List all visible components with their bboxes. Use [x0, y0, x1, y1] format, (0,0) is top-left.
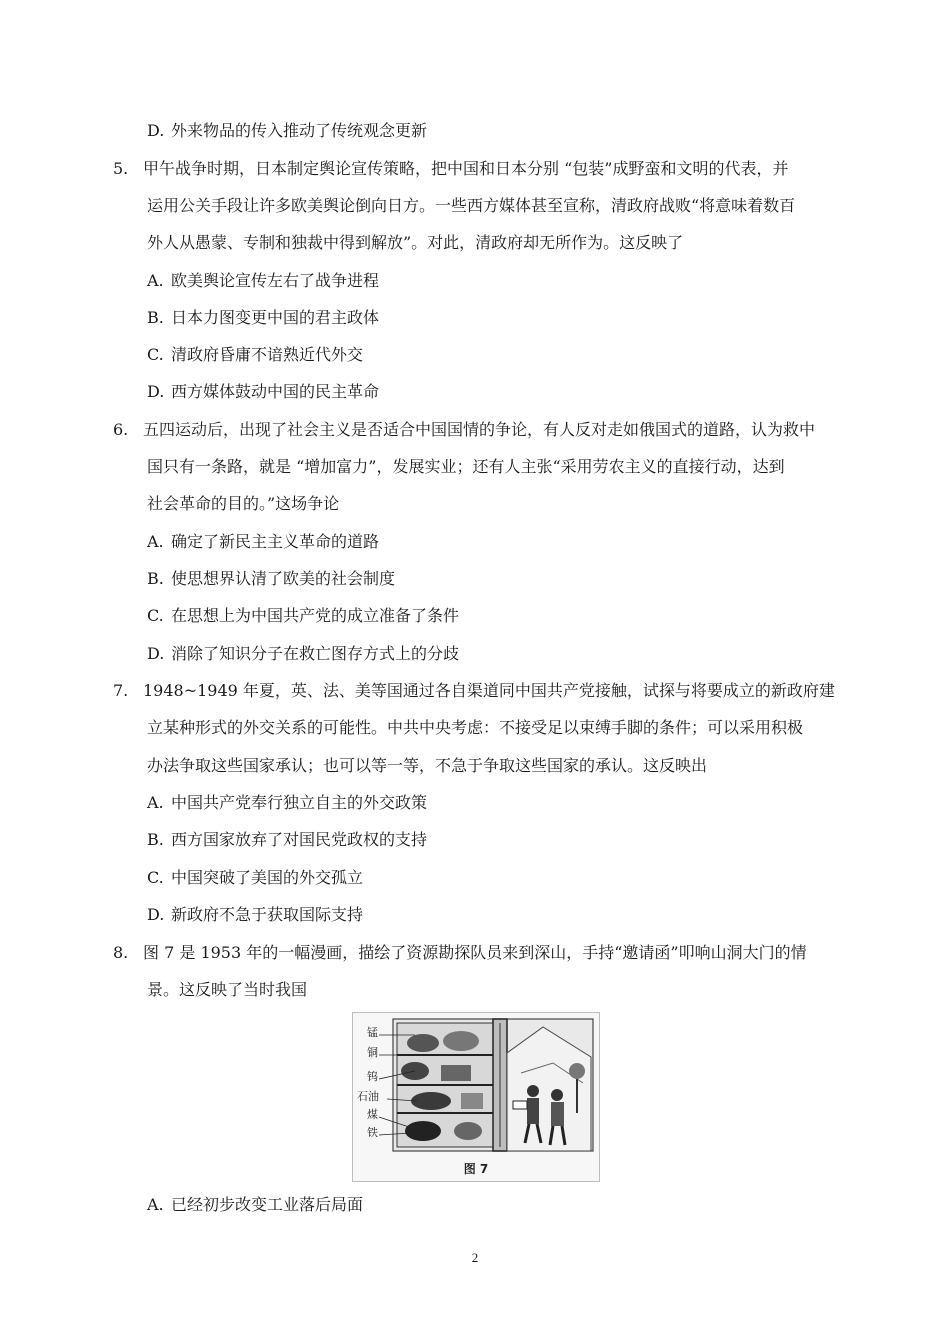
option-text: 日本力图变更中国的君主政体	[171, 308, 380, 327]
q7-stem-line-1	[113, 680, 835, 702]
question-number: 8.	[113, 943, 129, 962]
figure-label-copper: 铜	[367, 1046, 378, 1059]
figure-label-iron: 铁	[367, 1126, 378, 1139]
question-number: 5.	[113, 159, 129, 178]
q7-option-b	[147, 829, 427, 851]
q8-stem-line-1	[113, 942, 807, 964]
q7-stem-line-3: 办法争取这些国家承认；也可以等一等，不急于争取这些国家的承认。这反映出	[147, 756, 708, 775]
question-text: 甲午战争时期，日本制定舆论宣传策略，把中国和日本分别 “包装”成野蛮和文明的代表，并	[143, 159, 789, 178]
question-text: 五四运动后，出现了社会主义是否适合中国国情的争论，有人反对走如俄国式的道路，认为救中	[143, 420, 816, 439]
q7-option-c	[147, 867, 363, 889]
option-letter: A.	[147, 793, 164, 812]
figure-label-petroleum: 石油	[357, 1090, 379, 1103]
option-text: 使思想界认清了欧美的社会制度	[171, 569, 396, 588]
option-text: 清政府昏庸不谙熟近代外交	[171, 345, 364, 364]
option-text: 西方媒体鼓动中国的民主革命	[171, 382, 380, 401]
option-text: 西方国家放弃了对国民党政权的支持	[171, 830, 428, 849]
q6-option-b	[147, 568, 395, 590]
figure-label-tungsten: 钨	[367, 1070, 378, 1083]
q8-option-a	[147, 1194, 363, 1216]
q5-stem-line-3: 外人从愚蒙、专制和独裁中得到解放”。对此，清政府却无所作为。这反映了	[147, 233, 684, 252]
q5-option-c	[147, 344, 363, 366]
q7-option-d	[147, 904, 363, 926]
q7-stem-line-2: 立某种形式的外交关系的可能性。中共中央考虑：不接受足以束缚手脚的条件；可以采用积极	[147, 718, 804, 737]
figure-label-manganese: 锰	[367, 1026, 378, 1039]
option-letter: C.	[147, 345, 164, 364]
option-text: 新政府不急于获取国际支持	[171, 905, 364, 924]
page-number: 2	[471, 1250, 479, 1265]
option-letter: D.	[147, 121, 165, 140]
q5-option-b	[147, 307, 379, 329]
figure-label-coal: 煤	[367, 1108, 378, 1121]
q6-stem-line-1	[113, 419, 815, 441]
question-number: 7.	[113, 681, 129, 700]
option-text: 中国突破了美国的外交孤立	[171, 868, 364, 887]
q5-option-d	[147, 381, 379, 403]
option-letter: C.	[147, 868, 164, 887]
option-letter: A.	[147, 1195, 164, 1214]
q5-stem-line-1	[113, 158, 788, 180]
q6-stem-line-3: 社会革命的目的。”这场争论	[147, 494, 340, 513]
option-text: 外来物品的传入推动了传统观念更新	[171, 121, 428, 140]
option-letter: B.	[147, 308, 164, 327]
q7-option-a	[147, 792, 427, 814]
option-letter: B.	[147, 569, 164, 588]
q6-option-d	[147, 643, 459, 665]
option-letter: D.	[147, 644, 165, 663]
q6-stem-line-2: 国只有一条路，就是 “增加富力”，发展实业；还有人主张“采用劳农主义的直接行动，达到	[147, 457, 785, 476]
option-text: 消除了知识分子在救亡图存方式上的分歧	[171, 644, 460, 663]
option-text: 已经初步改变工业落后局面	[171, 1195, 364, 1214]
option-letter: D.	[147, 382, 165, 401]
q6-option-a	[147, 531, 379, 553]
option-letter: B.	[147, 830, 164, 849]
figure-caption: 图 7	[463, 1162, 489, 1176]
option-letter: A.	[147, 271, 164, 290]
q4-option-d	[147, 120, 427, 142]
figure-7-cartoon	[352, 1012, 600, 1182]
q5-option-a	[147, 270, 379, 292]
option-letter: A.	[147, 532, 164, 551]
option-letter: D.	[147, 905, 165, 924]
cartoon-illustration	[353, 1013, 599, 1158]
question-number: 6.	[113, 420, 129, 439]
question-text: 图 7 是 1953 年的一幅漫画，描绘了资源勘探队员来到深山，手持“邀请函”叩响山洞大门的情	[143, 943, 807, 962]
option-text: 在思想上为中国共产党的成立准备了条件	[171, 606, 460, 625]
option-text: 欧美舆论宣传左右了战争进程	[171, 271, 380, 290]
q5-stem-line-2: 运用公关手段让许多欧美舆论倒向日方。一些西方媒体甚至宣称，清政府战败“将意味着数百	[147, 196, 796, 215]
option-text: 确定了新民主主义革命的道路	[171, 532, 380, 551]
option-text: 中国共产党奉行独立自主的外交政策	[171, 793, 428, 812]
q8-stem-line-2: 景。这反映了当时我国	[147, 980, 308, 999]
question-text: 1948~1949 年夏，英、法、美等国通过各自渠道同中国共产党接触，试探与将要成立的新政府建	[143, 681, 835, 700]
q6-option-c	[147, 605, 459, 627]
option-letter: C.	[147, 606, 164, 625]
